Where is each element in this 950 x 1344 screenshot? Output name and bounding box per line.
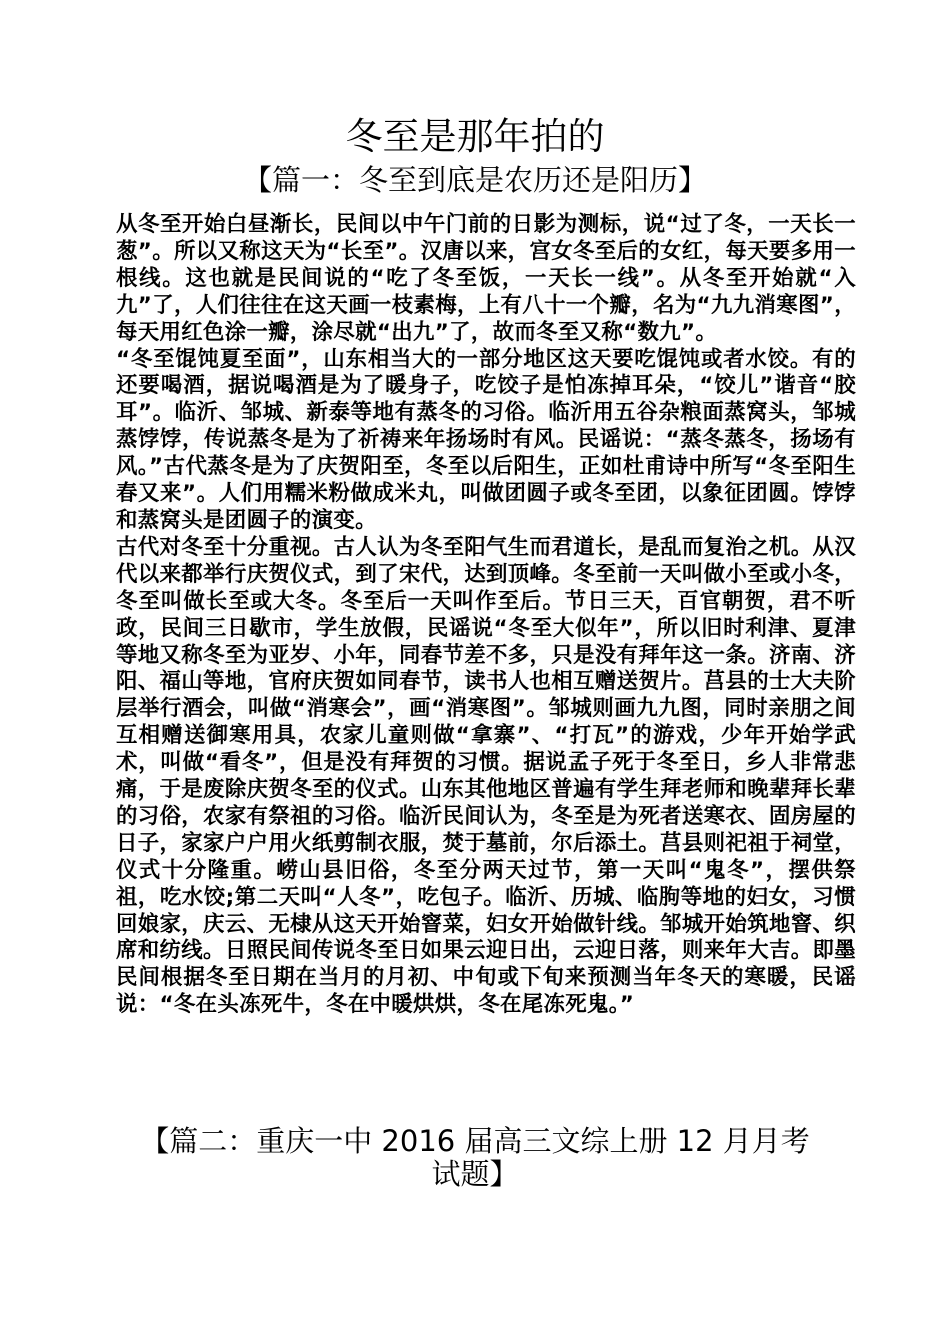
paragraph: 古代对冬至十分重视。古人认为冬至阳气生而君道长，是乱而复治之机。从汉代以来都举行庆贺仪式，到了宋代，达到顶峰。冬至前一天叫做小至或小冬，冬至叫做长至或大冬。冬至后一天叫作至后。节日三天，百官朝贺，君不听政，民间三日歇市，学生放假，民谣说“冬至大似年”，所以旧时利津、夏津等地又称冬至为亚岁、小年，同春节差不多，只是没有拜年这一条。济南、济阳、福山等地，官府庆贺如同春节，读书人也相互赠送贺片。莒县的士大夫阶层举行酒会，叫做“消寒会”，画“消寒图”。邹城则画九九图，同时亲朋之间互相赠送御寒用具，农家儿童则做“拿寨”、“打瓦”的游戏，少年开始学武术，叫做“看冬”，但是没有拜贺的习惯。据说孟子死于冬至日，乡人非常悲痛，于是废除庆贺冬至的仪式。山东其他地区普遍有学生拜老师和晚辈拜长辈的习俗，农家有祭祖的习俗。临沂民间认为，冬至是为死者送寒衣、固房屋的日子，家家户户用火纸剪制衣服，焚于墓前，尔后添土。莒县则祀祖于祠堂，仪式十分隆重。崂山县旧俗，冬至分两天过节，第一天叫“鬼冬”，摆供祭祖，吃水饺;第二天叫“人冬”，吃包子。临沂、历城、临朐等地的妇女，习惯回娘家，庆云、无棣从这天开始窨菜，妇女开始做针线。邹城开始筑地窨、织席和纺线。日照民间传说冬至日如果云迎日出，云迎日落，则来年大吉。即墨民间根据冬至日期在当月的月初、中旬或下旬来预测当年冬天的寒暖，民谣说：“冬在头冻死牛，冬在中暖烘烘，冬在尾冻死鬼。” (116, 534, 856, 1018)
article-body (116, 212, 856, 1019)
section-heading-2: 【篇二：重庆一中 2016 届高三文综上册 12 月月考试题】 (140, 1124, 810, 1191)
paragraph: “冬至馄饨夏至面”，山东相当大的一部分地区这天要吃馄饨或者水饺。有的还要喝酒，据说喝酒是为了暖身子，吃饺子是怕冻掉耳朵，“饺儿”谐音“胶耳”。临沂、邹城、新泰等地有蒸冬的习俗。临沂用五谷杂粮面蒸窝头，邹城蒸饽饽，传说蒸冬是为了祈祷来年扬场时有风。民谣说：“蒸冬蒸冬，扬场有风。”古代蒸冬是为了庆贺阳至，冬至以后阳生，正如杜甫诗中所写“冬至阳生春又来”。人们用糯米粉做成米丸，叫做团圆子或冬至团，以象征团圆。饽饽和蒸窝头是团圆子的演变。 (116, 346, 856, 533)
document-title: 冬至是那年拍的 (345, 115, 605, 158)
paragraph: 从冬至开始白昼渐长，民间以中午门前的日影为测标，说“过了冬，一天长一葱”。所以又称这天为“长至”。汉唐以来，宫女冬至后的女红，每天要多用一根线。这也就是民间说的“吃了冬至饭，一天长一线”。从冬至开始就“入九”了，人们往往在这天画一枝素梅，上有八十一个瓣，名为“九九消寒图”，每天用红色涂一瓣，涂尽就“出九”了，故而冬至又称“数九”。 (116, 212, 856, 345)
section-heading-1: 【篇一：冬至到底是农历还是阳历】 (242, 163, 707, 197)
